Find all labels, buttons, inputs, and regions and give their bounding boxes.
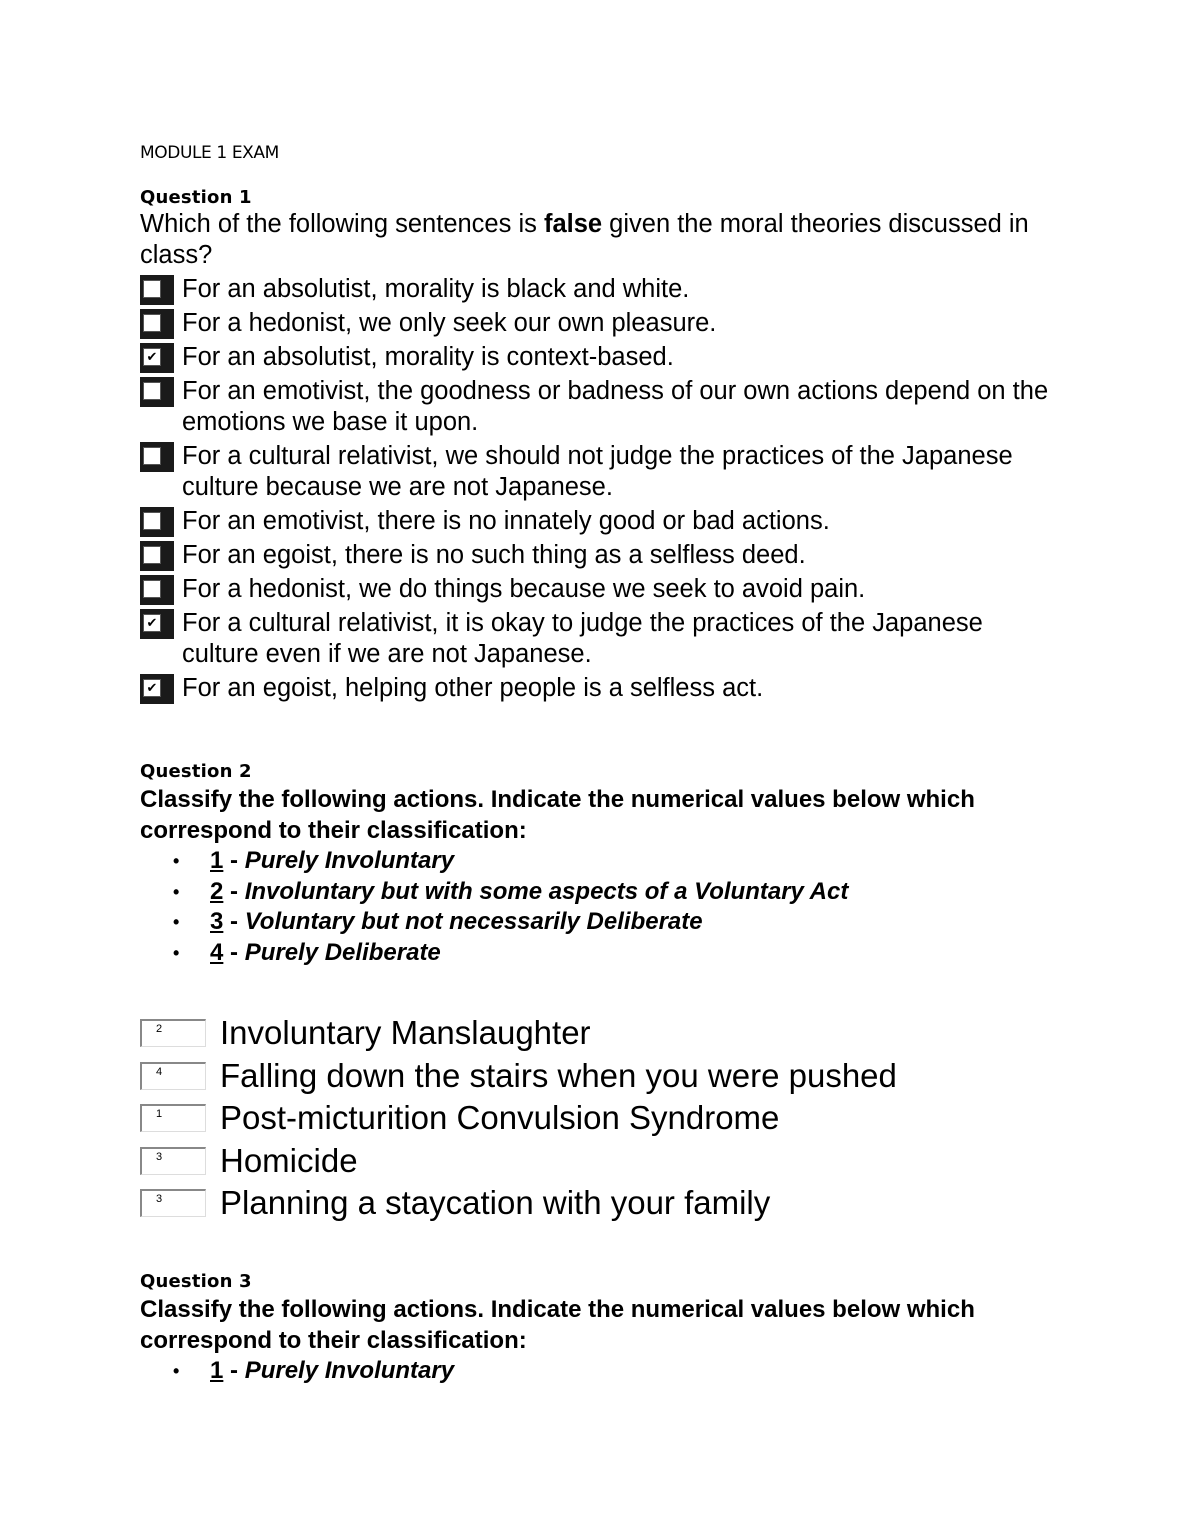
option-item[interactable] (140, 308, 1060, 339)
option-item[interactable] (140, 376, 1060, 438)
checkbox[interactable] (140, 507, 174, 537)
option-item[interactable] (140, 506, 1060, 537)
option-label: For a hedonist, we do things because we seek to avoid pain. (182, 575, 866, 603)
classification-input[interactable]: 3 (140, 1189, 206, 1217)
question-3 (140, 1271, 1060, 1387)
answer-row (140, 1140, 1060, 1183)
checkmark-icon: ✔ (146, 680, 158, 695)
checkbox[interactable] (140, 609, 174, 639)
option-label: For a cultural relativist, we should not judge the practices of the Japanese culture because we are not Japanese. (182, 442, 1013, 501)
option-item[interactable] (140, 673, 1060, 704)
legend-item: • 1 - Purely Involuntary (173, 1356, 1060, 1387)
checkbox[interactable] (140, 309, 174, 339)
option-item[interactable] (140, 608, 1060, 670)
classification-input[interactable]: 2 (140, 1019, 206, 1047)
option-label: For a cultural relativist, it is okay to judge the practices of the Japanese culture even if we are not Japanese. (182, 609, 983, 668)
classification-input[interactable]: 4 (140, 1062, 206, 1090)
bullet-icon: • (173, 912, 180, 932)
checkbox[interactable] (140, 275, 174, 305)
question-2-heading: Question 2 (140, 761, 252, 782)
option-item[interactable] (140, 342, 1060, 373)
checkbox[interactable] (140, 674, 174, 704)
checkmark-icon: ✔ (146, 615, 158, 630)
answer-row (140, 1055, 1060, 1098)
question-2-prompt: Classify the following actions. Indicate the numerical values below which correspond to their classification: (140, 786, 975, 844)
action-label: Post-micturition Convulsion Syndrome (220, 1099, 780, 1137)
bullet-icon: • (173, 1361, 180, 1381)
bullet-icon: • (173, 942, 180, 963)
action-label: Planning a staycation with your family (220, 1184, 771, 1222)
question-2 (140, 761, 1060, 968)
legend-item: • 4 - Purely Deliberate (173, 938, 1060, 969)
legend-item: • 3 - Voluntary but not necessarily Deliberate (173, 907, 1060, 938)
option-label: For an absolutist, morality is context-based. (182, 343, 674, 371)
option-item[interactable] (140, 540, 1060, 571)
question-3-prompt: Classify the following actions. Indicate the numerical values below which correspond to their classification: (140, 1296, 975, 1354)
legend-item: • 2 - Involuntary but with some aspects of a Voluntary Act (173, 877, 1060, 908)
checkbox[interactable] (140, 541, 174, 571)
prompt-emphasis: false (543, 210, 603, 238)
option-label: For a hedonist, we only seek our own pleasure. (182, 309, 717, 337)
option-label: For an egoist, helping other people is a selfless act. (182, 674, 764, 702)
option-label: For an egoist, there is no such thing as a selfless deed. (182, 541, 806, 569)
option-label: For an emotivist, the goodness or badness of our own actions depend on the emotions we base it upon. (182, 377, 1049, 436)
classification-input[interactable]: 1 (140, 1104, 206, 1132)
checkbox[interactable] (140, 377, 174, 407)
checkmark-icon: ✔ (146, 349, 158, 364)
classification-legend (140, 1356, 1060, 1387)
question-1 (140, 187, 1060, 704)
classification-legend (140, 846, 1060, 968)
option-item[interactable] (140, 441, 1060, 503)
action-label: Homicide (220, 1141, 358, 1179)
option-label: For an emotivist, there is no innately good or bad actions. (182, 507, 830, 535)
question-3-heading: Question 3 (140, 1271, 252, 1292)
option-item[interactable] (140, 274, 1060, 305)
checkbox[interactable] (140, 575, 174, 605)
question-1-heading: Question 1 (140, 187, 252, 208)
question-1-prompt: Which of the following sentences is false given the moral theories discussed in class? (140, 210, 1029, 269)
page-title: MODULE 1 EXAM (140, 143, 279, 163)
action-label: Involuntary Manslaughter (220, 1014, 591, 1052)
answer-row (140, 1182, 1060, 1225)
classification-input[interactable]: 3 (140, 1147, 206, 1175)
bullet-icon: • (173, 851, 180, 871)
option-label: For an absolutist, morality is black and white. (182, 275, 690, 303)
action-label: Falling down the stairs when you were pushed (220, 1056, 897, 1094)
checkbox[interactable] (140, 343, 174, 373)
checkbox[interactable] (140, 442, 174, 472)
option-item[interactable] (140, 574, 1060, 605)
answer-row (140, 1097, 1060, 1140)
bullet-icon: • (173, 881, 180, 902)
legend-item: • 1 - Purely Involuntary (173, 846, 1060, 877)
answer-row (140, 1012, 1060, 1055)
question-2-answers (140, 1012, 1060, 1225)
